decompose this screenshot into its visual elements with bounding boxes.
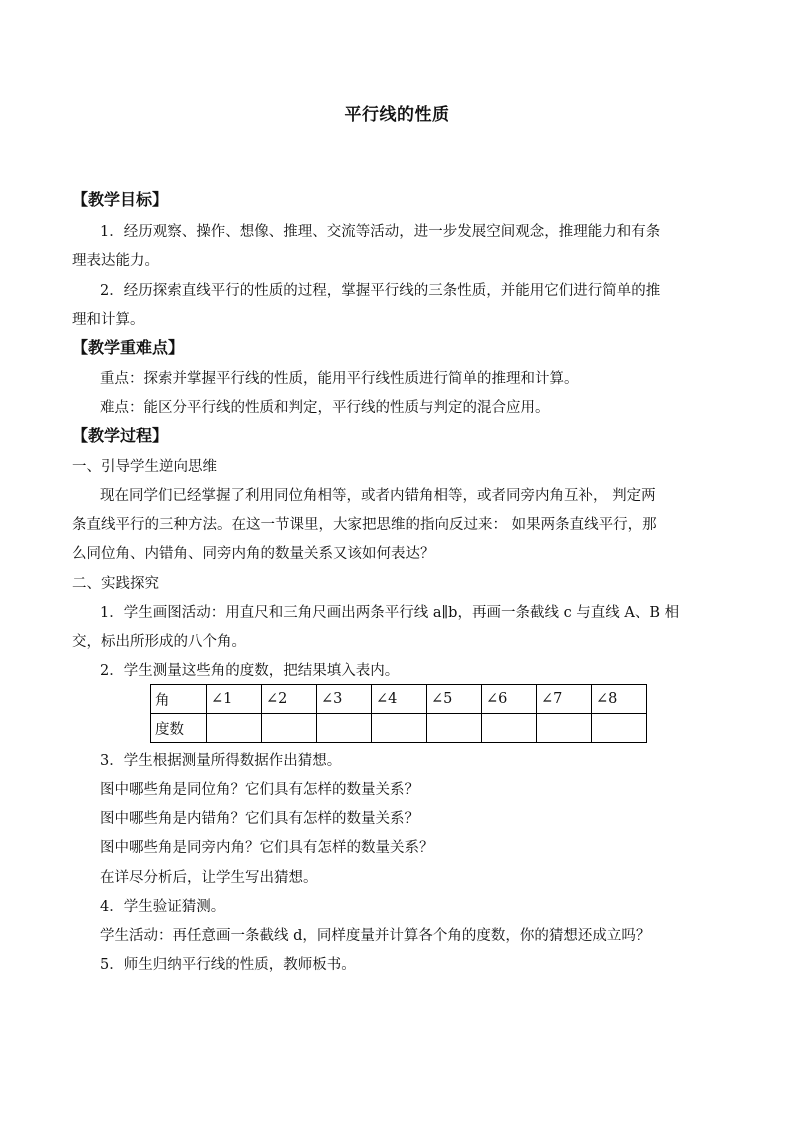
degree-cell-4: [372, 714, 427, 743]
step-5: 5．师生归纳平行线的性质，教师板书。: [100, 957, 356, 973]
degree-cell-1: [207, 714, 262, 743]
degree-cell-6: [482, 714, 537, 743]
degree-cell-2: [262, 714, 317, 743]
angle-cell-1: ∠1: [207, 685, 262, 714]
angle-cell-7: ∠7: [537, 685, 592, 714]
student-activity: 学生活动：再任意画一条截线 d，同样度量并计算各个角的度数，你的猜想还成立吗？: [100, 928, 651, 944]
objective-1-line-2: 理表达能力。: [72, 253, 159, 269]
section-heading-key-points: 【教学重难点】: [72, 338, 185, 357]
question-corresponding-angles: 图中哪些角是同位角？它们具有怎样的数量关系？: [100, 782, 419, 798]
angle-cell-8: ∠8: [592, 685, 647, 714]
angle-cell-3: ∠3: [317, 685, 372, 714]
step-4: 4．学生验证猜测。: [100, 899, 226, 915]
table-row-angles: [151, 685, 647, 714]
angle-cell-6: ∠6: [482, 685, 537, 714]
angle-cell-4: ∠4: [372, 685, 427, 714]
table-row-degrees: [151, 714, 647, 743]
table-row-label-degrees: 度数: [151, 714, 207, 743]
objective-2-line-2: 理和计算。: [72, 312, 145, 328]
step-2: 2．学生测量这些角的度数，把结果填入表内。: [100, 663, 400, 679]
page-title: 平行线的性质: [344, 105, 450, 125]
objective-1-line-1: 1．经历观察、操作、想像、推理、交流等活动，进一步发展空间观念，推理能力和有条: [100, 224, 661, 240]
section-heading-objectives: 【教学目标】: [72, 190, 169, 209]
process-part-1-heading: 一、引导学生逆向思维: [72, 459, 217, 475]
degree-cell-8: [592, 714, 647, 743]
process-part-1-line-1: 现在同学们已经掌握了利用同位角相等，或者内错角相等，或者同旁内角互补， 判定两: [100, 488, 656, 504]
question-alternate-angles: 图中哪些角是内错角？它们具有怎样的数量关系？: [100, 811, 419, 827]
table-row-label-angle: 角: [151, 685, 207, 714]
process-part-2-heading: 二、实践探究: [72, 576, 159, 592]
step-3: 3．学生根据测量所得数据作出猜想。: [100, 753, 342, 769]
degree-cell-7: [537, 714, 592, 743]
angle-measurement-table: [150, 684, 647, 743]
step-1-line-1: 1．学生画图活动：用直尺和三角尺画出两条平行线 a∥b，再画一条截线 c 与直线 A、B 相: [100, 605, 680, 621]
step-1-line-2: 交，标出所形成的八个角。: [72, 634, 246, 650]
angle-cell-5: ∠5: [427, 685, 482, 714]
process-part-1-line-2: 条直线平行的三种方法。在这一节课里，大家把思维的指向反过来： 如果两条直线平行，那: [72, 517, 657, 533]
angle-cell-2: ∠2: [262, 685, 317, 714]
key-point-difficulty: 难点：能区分平行线的性质和判定，平行线的性质与判定的混合应用。: [100, 400, 550, 416]
degree-cell-3: [317, 714, 372, 743]
degree-cell-5: [427, 714, 482, 743]
question-co-interior-angles: 图中哪些角是同旁内角？它们具有怎样的数量关系？: [100, 840, 434, 856]
section-heading-process: 【教学过程】: [72, 426, 169, 445]
objective-2-line-1: 2．经历探索直线平行的性质的过程，掌握平行线的三条性质，并能用它们进行简单的推: [100, 283, 661, 299]
process-part-1-line-3: 么同位角、内错角、同旁内角的数量关系又该如何表达？: [72, 546, 435, 562]
analysis-note: 在详尽分析后，让学生写出猜想。: [100, 870, 318, 886]
key-point-focus: 重点：探索并掌握平行线的性质，能用平行线性质进行简单的推理和计算。: [100, 371, 579, 387]
